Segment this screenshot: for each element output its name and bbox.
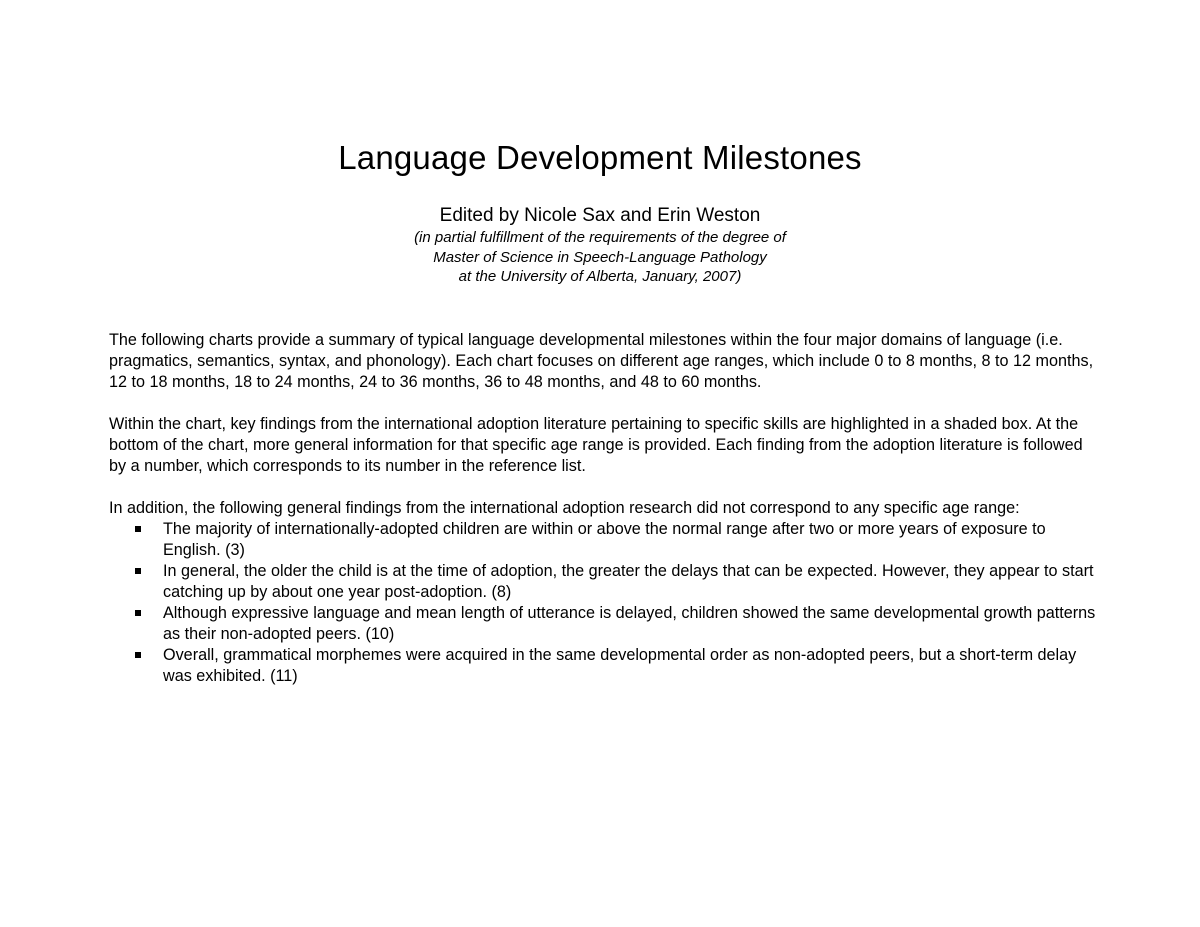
list-item — [163, 645, 1099, 687]
chart-explanation-paragraph: Within the chart, key findings from the international adoption literature pertaining to specific skills are highlighted in a shaded box. At the bottom of the chart, more general information for that specific age range is provided. Each finding from the adoption literature is followed by a number, which corresponds to its number in the reference list. — [109, 415, 1083, 475]
fulfillment-note — [0, 228, 1200, 287]
finding-text: The majority of internationally-adopted children are within or above the normal range after two or more years of exposure to English. (3) — [163, 520, 1046, 559]
editors-line: Edited by Nicole Sax and Erin Weston — [439, 205, 761, 226]
page-title: Language Development Milestones — [338, 139, 862, 176]
square-bullet-icon — [135, 610, 141, 616]
finding-text: Overall, grammatical morphemes were acquired in the same developmental order as non-adopted peers, but a short-term delay was exhibited. (11) — [163, 646, 1077, 685]
list-item — [163, 603, 1099, 645]
intro-paragraph: The following charts provide a summary of typical language developmental milestones within the four major domains of language (i.e. pragmatics, semantics, syntax, and phonology). Each chart focuses on different age ranges, which include 0 to 8 months, 8 to 12 months, 12 to 18 months, 18 to 24 months, 24 to 36 months, 36 to 48 months, and 48 to 60 months. — [109, 331, 1094, 391]
fulfillment-line: at the University of Alberta, January, 2007) — [458, 268, 742, 285]
square-bullet-icon — [135, 568, 141, 574]
finding-text: In general, the older the child is at the time of adoption, the greater the delays that can be expected. However, they appear to start catching up by about one year post-adoption. (8) — [163, 562, 1094, 601]
fulfillment-line: (in partial fulfillment of the requirements of the degree of — [414, 229, 786, 246]
general-findings-intro: In addition, the following general findings from the international adoption research did not correspond to any specific age range: — [109, 499, 1020, 517]
findings-list — [109, 519, 1099, 687]
body-text — [109, 330, 1099, 687]
list-item — [163, 561, 1099, 603]
finding-text: Although expressive language and mean length of utterance is delayed, children showed the same developmental growth patterns as their non-adopted peers. (10) — [163, 604, 1096, 643]
square-bullet-icon — [135, 526, 141, 532]
list-item — [163, 519, 1099, 561]
square-bullet-icon — [135, 652, 141, 658]
fulfillment-line: Master of Science in Speech-Language Pathology — [433, 248, 767, 266]
